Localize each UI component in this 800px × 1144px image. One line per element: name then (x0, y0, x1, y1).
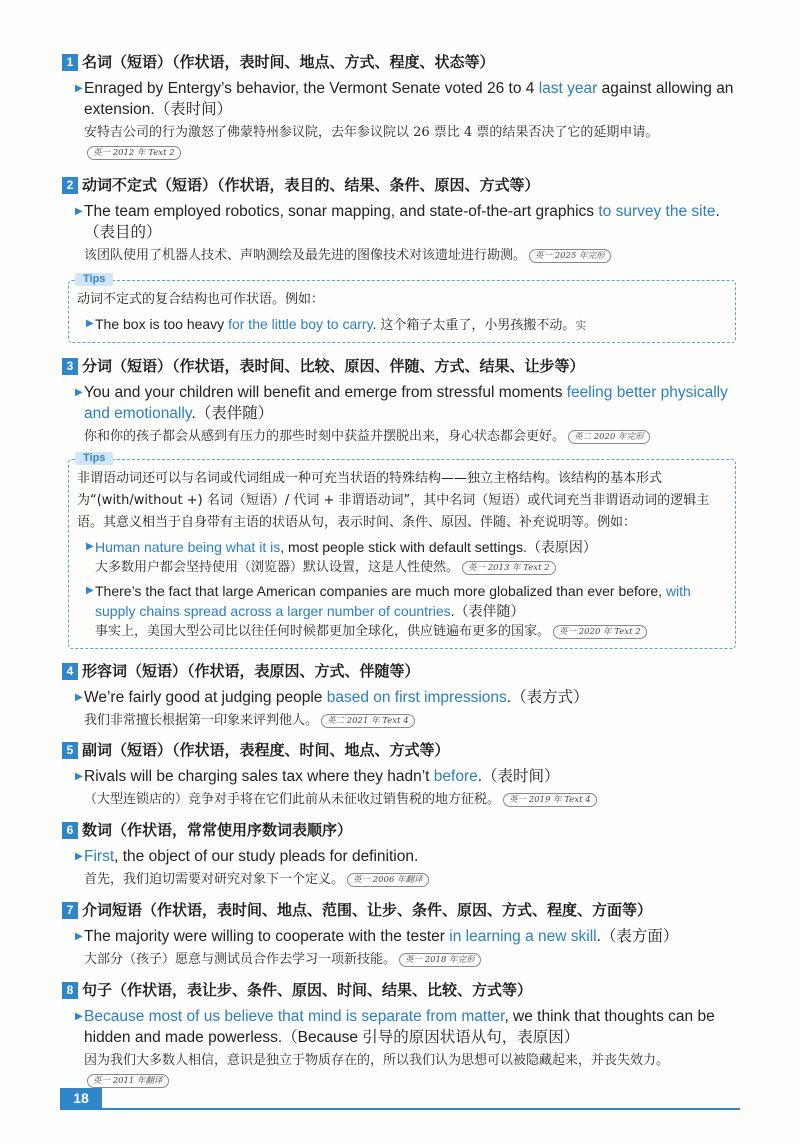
example-english (62, 687, 742, 708)
tips-example (77, 314, 727, 336)
en-highlight: for the little boy to carry (228, 316, 373, 332)
source-badge: 英一 2018 年完形 (399, 953, 481, 967)
en-text: You and your children will benefit and emerge from stressful moments (84, 384, 567, 401)
cn-text: 首先，我们迫切需要对研究对象下一个定义。 (84, 872, 345, 887)
cn-text: 因为我们大多数人相信，意识是独立于物质存在的，所以我们认为思想可以被隐藏起来，并丧失效力。 (84, 1053, 670, 1068)
en-highlight: in learning a new skill (449, 928, 597, 945)
example-english (62, 1006, 742, 1048)
triangle-bullet-icon: ▶ (75, 206, 83, 217)
example-english (62, 78, 742, 120)
section-number: 1 (62, 54, 78, 71)
section-number: 6 (62, 822, 78, 839)
section-title: 动词不定式（短语）（作状语，表目的、结果、条件、原因、方式等） (82, 176, 540, 194)
section-heading (62, 52, 742, 72)
cn-text: 大多数用户都会坚持使用（浏览器）默认设置，这是人性使然。 (95, 560, 460, 575)
triangle-bullet-icon: ▶ (86, 541, 94, 552)
source-badge: 英一 2013 年 Text 2 (462, 561, 556, 575)
triangle-bullet-icon: ▶ (86, 585, 94, 596)
example-chinese (62, 1051, 742, 1091)
tips-intro: 动词不定式的复合结构也可作状语。例如： (77, 292, 325, 307)
en-text: The team employed robotics, sonar mapping, and state-of-the-art graphics (84, 203, 599, 220)
en-highlight: to survey the site (598, 203, 716, 220)
cn-text: 安特吉公司的行为激怒了佛蒙特州参议院，去年参议院以 26 票比 4 票的结果否决了它的延期申请。 (84, 125, 659, 140)
en-text-post: against allowing an extension.（表时间） (84, 80, 734, 118)
example-english (62, 846, 742, 867)
en-text-post: , we think that thoughts can be hidden and made powerless.（Because 引导的原因状语从句，表原因） (84, 1008, 715, 1046)
en-text: The box is too heavy (95, 316, 229, 332)
section-3 (62, 356, 742, 447)
section-title: 介词短语（作状语，表时间、地点、范围、让步、条件、原因、方式、程度、方面等） (82, 901, 653, 919)
section-heading (62, 661, 742, 681)
section-heading (62, 820, 742, 840)
source-badge: 英二 2020 年完形 (568, 430, 650, 444)
en-text-post: . (372, 316, 377, 332)
source-badge: 英一 2025 年完形 (529, 249, 611, 263)
triangle-bullet-icon: ▶ (86, 318, 94, 329)
section-heading (62, 980, 742, 1000)
section-heading (62, 740, 742, 760)
section-title: 形容词（短语）（作状语，表原因、方式、伴随等） (82, 662, 420, 680)
tips-example-1-chinese (77, 558, 727, 578)
en-highlight: before (433, 768, 478, 785)
section-heading (62, 900, 742, 920)
en-text-post: .（表伴随） (191, 405, 274, 422)
triangle-bullet-icon: ▶ (75, 1011, 83, 1022)
tips-example-1 (77, 537, 727, 557)
section-1 (62, 52, 742, 163)
source-badge: 英一 2011 年翻译 (87, 1074, 169, 1088)
tips-box-1 (68, 273, 736, 343)
en-text-post: , the object of our study pleads for definition. (114, 848, 419, 865)
section-heading (62, 175, 742, 195)
en-highlight: First (84, 848, 115, 865)
example-chinese (62, 870, 742, 890)
example-chinese (62, 123, 742, 163)
example-english (62, 926, 742, 947)
source-badge: 英一 2012 年 Text 2 (87, 146, 181, 160)
en-highlight: Human nature being what it is (95, 539, 281, 555)
triangle-bullet-icon: ▶ (75, 692, 83, 703)
example-english (62, 201, 742, 243)
section-title: 分词（短语）（作状语，表时间、比较、原因、伴随、方式、结果、让步等） (82, 357, 585, 375)
triangle-bullet-icon: ▶ (75, 771, 83, 782)
example-chinese (62, 950, 742, 970)
section-5 (62, 740, 742, 810)
section-number: 3 (62, 358, 78, 375)
section-number: 5 (62, 742, 78, 759)
en-text-post: .（表伴随） (450, 603, 525, 619)
en-highlight: Because most of us believe that mind is separate from matter (84, 1008, 505, 1025)
triangle-bullet-icon: ▶ (75, 931, 83, 942)
tips-label: Tips (75, 273, 113, 286)
en-text: Enraged by Entergy’s behavior, the Vermont Senate voted 26 to 4 (84, 80, 539, 97)
tips-label: Tips (75, 452, 113, 465)
tips-example-2 (77, 581, 727, 621)
section-8 (62, 980, 742, 1091)
source-badge: 英一 2006 年翻译 (347, 873, 429, 887)
cn-text: 事实上，美国大型公司比以往任何时候都更加全球化，供应链遍布更多的国家。 (95, 624, 551, 639)
en-text: Rivals will be charging sales tax where they hadn’t (84, 768, 434, 785)
source-badge: 英二 2021 年 Text 4 (321, 714, 415, 728)
en-text-post: .（表方面） (596, 928, 679, 945)
example-english (62, 382, 742, 424)
cn-text: 这个箱子太重了，小男孩搬不动。 (380, 318, 576, 333)
en-text-post: .（表目的） (84, 203, 720, 241)
en-text: We’re fairly good at judging people (84, 689, 327, 706)
section-title: 名词（短语）（作状语，表时间、地点、方式、程度、状态等） (82, 53, 495, 71)
example-chinese (62, 790, 742, 810)
cn-text: （大型连锁店的）竞争对手将在它们此前从未征收过销售税的地方征税。 (84, 792, 501, 807)
example-english (62, 766, 742, 787)
footer-divider (60, 1108, 740, 1110)
en-highlight: based on first impressions (326, 689, 507, 706)
en-highlight: last year (538, 80, 598, 97)
cut-source-text: 实 (575, 319, 587, 332)
section-title: 副词（短语）（作状语，表程度、时间、地点、方式等） (82, 741, 450, 759)
section-4 (62, 661, 742, 731)
tips-box-2 (68, 452, 736, 649)
en-highlight: feeling better physically and emotionally (84, 384, 728, 422)
tips-intro: 非谓语动词还可以与名词或代词组成一种可充当状语的特殊结构——独立主格结构。该结构的基本形式为“(with/without +) 名词（短语）/ 代词 + 非谓语动词”，其中名词（短语）或代词充当非谓语动词的逻辑主语。其意义相当于自身带有主语的状语从句，表示时间、条件、原因、伴随、补充说明等。例如： (77, 471, 710, 530)
section-title: 句子（作状语，表让步、条件、原因、时间、结果、比较、方式等） (82, 981, 533, 999)
en-text-post: .（表方式） (506, 689, 589, 706)
en-highlight: with supply chains spread across a larger number of countries (95, 583, 691, 619)
cn-text: 该团队使用了机器人技术、声呐测绘及最先进的图像技术对该遗址进行勘测。 (84, 248, 527, 263)
triangle-bullet-icon: ▶ (75, 851, 83, 862)
cn-text: 我们非常擅长根据第一印象来评判他人。 (84, 713, 319, 728)
example-chinese (62, 427, 742, 447)
section-heading (62, 356, 742, 376)
section-2 (62, 175, 742, 266)
cn-text: 你和你的孩子都会从感到有压力的那些时刻中获益并摆脱出来，身心状态都会更好。 (84, 429, 566, 444)
section-title: 数词（作状语，常常使用序数词表顺序） (82, 821, 353, 839)
tips-example-2-chinese (77, 622, 727, 642)
section-6 (62, 820, 742, 890)
source-badge: 英一 2020 年 Text 2 (553, 625, 647, 639)
section-number: 7 (62, 902, 78, 919)
page-number: 18 (60, 1088, 102, 1108)
section-number: 2 (62, 177, 78, 194)
section-number: 4 (62, 663, 78, 680)
section-number: 8 (62, 982, 78, 999)
example-chinese (62, 711, 742, 731)
cn-text: 大部分（孩子）愿意与测试员合作去学习一项新技能。 (84, 952, 397, 967)
triangle-bullet-icon: ▶ (75, 83, 83, 94)
example-chinese (62, 246, 742, 266)
en-text-post: , most people stick with default settings.（表原因） (280, 539, 597, 555)
source-badge: 英一 2019 年 Text 4 (503, 793, 597, 807)
triangle-bullet-icon: ▶ (75, 387, 83, 398)
en-text-post: .（表时间） (477, 768, 560, 785)
section-7 (62, 900, 742, 970)
en-text: There’s the fact that large American companies are much more globalized than ever before, (95, 583, 666, 599)
en-text: The majority were willing to cooperate with the tester (84, 928, 450, 945)
